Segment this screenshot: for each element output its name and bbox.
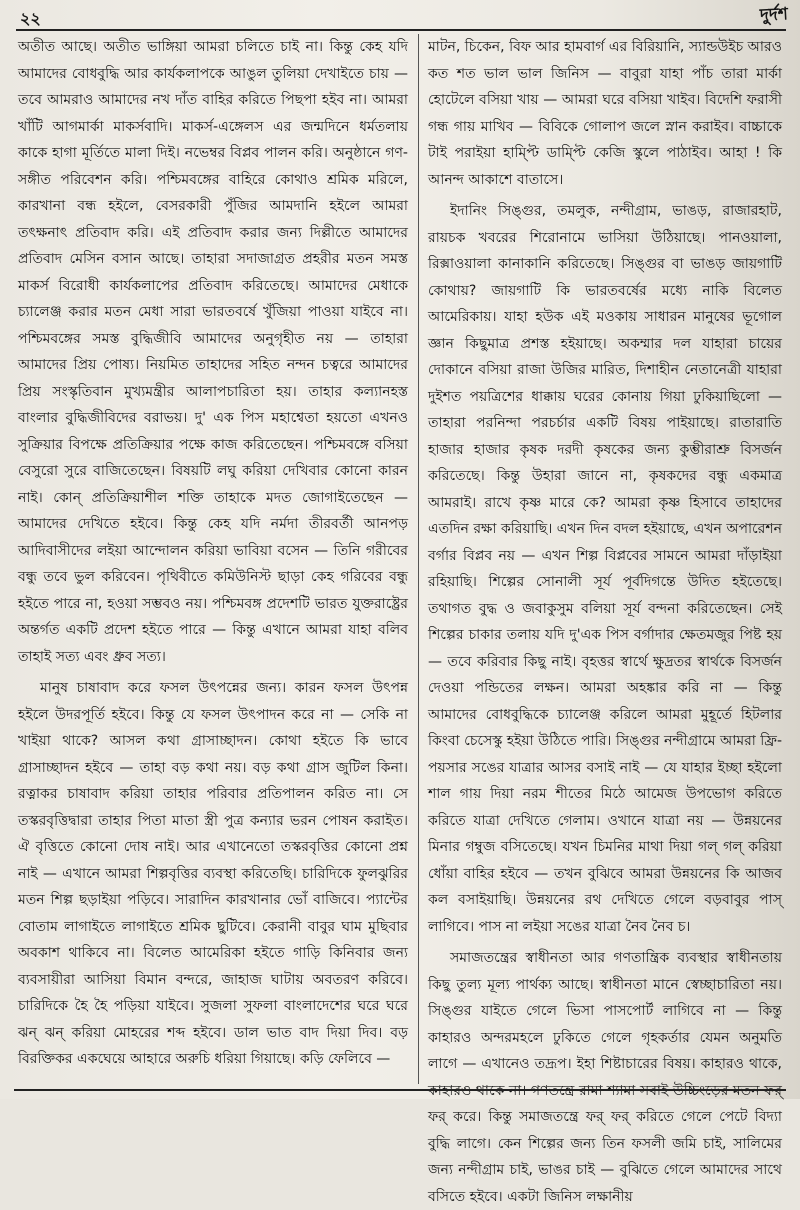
running-head: দুর্দশ	[759, 4, 789, 26]
right-paragraph-2: ইদানিং সিঙ্গুর, তমলুক, নন্দীগ্রাম, ভাঙড়, রাজারহাট, রায়চক খবরের শিরোনামে ভাসিয়া উঠিয়াছে। পানওয়ালা, রিক্সাওয়ালা কানাকানি করিতেছে। সিঙ্গুর বা ভাঙড় জায়গাটি কোথায়? জায়গাটি কি ভারতবর্ষের মধ্যে নাকি বিলেত আমেরিকায়। যাহা হউক এই মওকায় সাধারন মানুষের ভূগোল জ্ঞান কিছুমাত্র প্রশস্ত হইয়াছে। অকম্মার দল যাহারা চায়ের দোকানে বসিয়া রাজা উজির মারিত, দিশাহীন নেতানেত্রী যাহারা দুইশত পয়ত্রিশের ধাক্কায় ঘরের কোনায় গিয়া ঢুকিয়াছিলো — তাহারা পরনিন্দা পরচর্চার একটি বিষয় পাইয়াছে। রাতারাতি হাজার হাজার কৃষক দরদী কৃষকের জন্য কুম্ভীরাশ্রু বিসর্জন করিতেছে। কিন্তু উহারা জানে না, কৃষকদের বন্ধু একমাত্র আমরাই। রাখে কৃষ্ণ মারে কে? আমরা কৃষ্ণ হিসাবে তাহাদের এতদিন রক্ষা করিয়াছি। এখন দিন বদল হইয়াছে, এখন অপারেশন বর্গার বিপ্লব নয় — এখন শিল্প বিপ্লবের সামনে আমরা দাঁড়াইয়া রহিয়াছি। শিল্পের সোনালী সূর্য পূর্বদিগন্তে উদিত হইতেছে। তথাগত বুদ্ধ ও জবাকুসুম বলিয়া সূর্য বন্দনা করিতেছেন। সেই শিল্পের চাকার তলায় যদি দু'এক পিস বর্গাদার ক্ষেতমজুর পিষ্ট হয় — তবে করিবার কিছু নাই। বৃহত্তর স্বার্থে ক্ষুদ্রতর স্বার্থকে বিসর্জন দেওয়া পন্ডিতের লক্ষন। আমরা অহঙ্কার করি না — কিন্তু আমাদের বোধবুদ্ধিকে চ্যালেঞ্জ করিলে আমরা মুহূর্তে হিটলার কিংবা চেসেস্কু হইয়া উঠিতে পারি। সিঙ্গুর নন্দীগ্রামে আমরা ফ্রি-পয়সার সঙের যাত্রার আসর বসাই নাই — যে যাহার ইচ্ছা হইলো শাল গায় দিয়া নরম শীতের মিঠে আমেজ উপভোগ করিতে করিতে যাত্রা দেখিতে গেলাম। ওখানে যাত্রা নয় — উন্নয়নের মিনার গম্বুজ বসিতেছে। যখন চিমনির মাথা দিয়া গল্ গল্ করিয়া ধোঁয়া বাহির হইবে — তখন বুঝিবে আমরা উন্নয়নের কি আজব কল বসাইয়াছি। উন্নয়নের রথ দেখিতে গেলে বড়বাবুর পাস্ লাগিবে। পাস না লইয়া সঙের যাত্রা নৈব নৈব চ।	[428, 203, 782, 935]
right-column	[428, 34, 782, 1205]
page-number: ২২	[20, 9, 41, 28]
column-divider	[418, 34, 419, 1084]
header-rule	[16, 29, 786, 31]
left-paragraph-2: মানুষ চাষাবাদ করে ফসল উৎপন্নের জন্য। কারন ফসল উৎপন্ন হইলে উদরপূর্তি হইবে। কিন্তু যে ফসল উৎপাদন করে না — সেকি না খাইয়া থাকে? আসল কথা গ্রাসাচ্ছাদন। কোথা হইতে কি ভাবে গ্রাসাচ্ছাদন হইবে — তাহা বড় কথা নয়। বড় কথা গ্রাস জুটিল কিনা। রত্নাকর চাষাবাদ করিয়া তাহার পরিবার প্রতিপালন করিত না। সে তস্করবৃত্তিদ্বারা তাহার পিতা মাতা স্ত্রী পুত্র কন্যার ভরন পোষন করাইত। ঐ বৃত্তিতে কোনো দোষ নাই। আর এখানেতো তস্করবৃত্তির কোনো প্রশ্ন নাই — এখানে আমরা শিল্পবৃত্তির ব্যবস্থা করিতেছি। চারিদিকে ফুলঝুরির মতন শিল্প ছড়াইয়া পড়িবে। সারাদিন কারখানার ভোঁ বাজিবে। প্যান্টের বোতাম লাগাইতে লাগাইতে শ্রমিক ছুটিবে। কেরানী বাবুর ঘাম মুছিবার অবকাশ থাকিবে না। বিলেত আমেরিকা হইতে গাড়ি কিনিবার জন্য ব্যবসায়ীরা আসিয়া বিমান বন্দরে, জাহাজ ঘাটায় অবতরণ করিবে। চারিদিকে হৈ হৈ পড়িয়া যাইবে। সুজলা সুফলা বাংলাদেশের ঘরে ঘরে ঝন্ ঝন্ করিয়া মোহরের শব্দ হইবে। ডাল ভাত বাদ দিয়া দিব। বড় বিরক্তিকর একঘেয়ে আহারে অরুচি ধরিয়া গিয়াছে। কড়ি ফেলিবে —	[18, 680, 408, 1067]
left-paragraph-1: অতীত আছে। অতীত ভাঙ্গিয়া আমরা চলিতে চাই না। কিন্তু কেহ যদি আমাদের বোধবুদ্ধি আর কার্যকলাপকে আঙুল তুলিয়া দেখাইতে চায় — তবে আমরাও আমাদের নখ দাঁত বাহির করিতে পিছপা হইব না। আমরা খাঁটি আগমার্কা মাকর্সবাদি। মাকর্স-এঙ্গেলস এর জন্মদিনে ধর্মতলায় কাকে হাগা মূর্তিতে মালা দিই। নভেম্বর বিপ্লব পালন করি। অনুষ্ঠানে গণ-সঙ্গীত পরিবেশন করি। পশ্চিমবঙ্গের বাহিরে কোথাও শ্রমিক মরিলে, কারখানা বন্ধ হইলে, বেসরকারী পুঁজির আমদানি হইলে আমরা তৎক্ষনাৎ প্রতিবাদ করি। এই প্রতিবাদ করার জন্য দিল্লীতে আমাদের প্রতিবাদ মেসিন বসান আছে। তাহারা সদাজাগ্রত প্রহরীর মতন সমস্ত মাকর্স বিরোধী কার্যকলাপের প্রতিবাদ করিতেছে। আমাদের মেধাকে চ্যালেঞ্জ করার মতন মেধা সারা ভারতবর্ষে খুঁজিয়া পাওয়া যাইবে না। পশ্চিমবঙ্গের সমস্ত বুদ্ধিজীবি আমাদের অনুগৃহীত নয় — তাহারা আমাদের প্রিয় পোষ্য। নিয়মিত তাহাদের সহিত নন্দন চত্বরে আমাদের প্রিয় সংস্কৃতিবান মুখ্যমন্ত্রীর আলাপচারিতা হয়। তাহার কল্যানহস্ত বাংলার বুদ্ধিজীবিদের বরাভয়। দু' এক পিস মহাশ্বেতা হয়তো এখনও সুক্রিয়ার বিপক্ষে প্রতিক্রিয়ার পক্ষে কাজ করিতেছেন। পশ্চিমবঙ্গে বসিয়া বেসুরো সুরে বাজিতেছেন। বিষয়টি লঘু করিয়া দেখিবার কোনো কারন নাই। কোন্ প্রতিক্রিয়াশীল শক্তি তাহাকে মদত জোগাইতেছেন — আমাদের দেখিতে হইবে। কিন্তু কেহ যদি নর্মদা তীরবর্তী আনপড় আদিবাসীদের লইয়া আন্দোলন করিয়া ভাবিয়া বসেন — তিনি গরীবের বন্ধু তবে ভুল করিবেন। পৃথিবীতে কমিউনিস্ট ছাড়া কেহ গরিবের বন্ধু হইতে পারে না, হওয়া সম্ভবও নয়। পশ্চিমবঙ্গ প্রদেশটি ভারত যুক্তরাষ্ট্রের অন্তর্গত একটি প্রদেশ হইতে পারে — কিন্তু এখানে আমরা যাহা বলিব তাহাই সত্য এবং ধ্রুব সত্য।	[18, 39, 408, 665]
right-paragraph-1: মাটন, চিকেন, বিফ আর হামবার্গ এর বিরিয়ানি, স্যান্ডউইচ আরও কত শত ভাল ভাল জিনিস — বাবুরা যাহা পাঁচ তারা মার্কা হোটেলে বসিয়া খায় — আমরা ঘরে বসিয়া খাইব। বিদেশি ফরাসী গন্ধ গায় মাখিব — বিবিকে গোলাপ জলে স্নান করাইব। বাচ্চাকে টাই পরাইয়া হাম্প্টি ডাম্প্টি কেজি স্কুলে পাঠাইব। আহা ! কি আনন্দ আকাশে বাতাসে।	[428, 39, 782, 188]
left-column	[18, 34, 408, 1084]
right-paragraph-3: সমাজতন্ত্রের স্বাধীনতা আর গণতান্ত্রিক ব্যবস্থার স্বাধীনতায় কিছু তুল্য মূল্য পার্থক্য আছে। স্বাধীনতা মানে স্বেচ্ছাচারিতা নয়। সিঙ্গুর যাইতে গেলে ভিসা পাসপোর্ট লাগিবে না — কিন্তু কাহারও অন্দরমহলে ঢুকিতে গেলে গৃহকর্তার যেমন অনুমতি লাগে — এখানেও তদ্রূপ। ইহা শিষ্টাচারের বিষয়। কাহারও থাকে, কাহারও থাকে না। গণতন্ত্রে রামা শ্যামা সবাই উচ্চিংড়ের মতন ফর্ ফর্ করে। কিন্তু সমাজতন্ত্রে ফর্ ফর্ করিতে গেলে পেটে বিদ্যা বুদ্ধি লাগে। কেন শিল্পের জন্য তিন ফসলী জমি চাই, সালিমের জন্য নন্দীগ্রাম চাই, ভাঙর চাই — বুঝিতে গেলে আমাদের সাথে বসিতে হইবে। একটা জিনিস লক্ষানীয়	[428, 950, 782, 1205]
footer-rule	[14, 1089, 786, 1091]
